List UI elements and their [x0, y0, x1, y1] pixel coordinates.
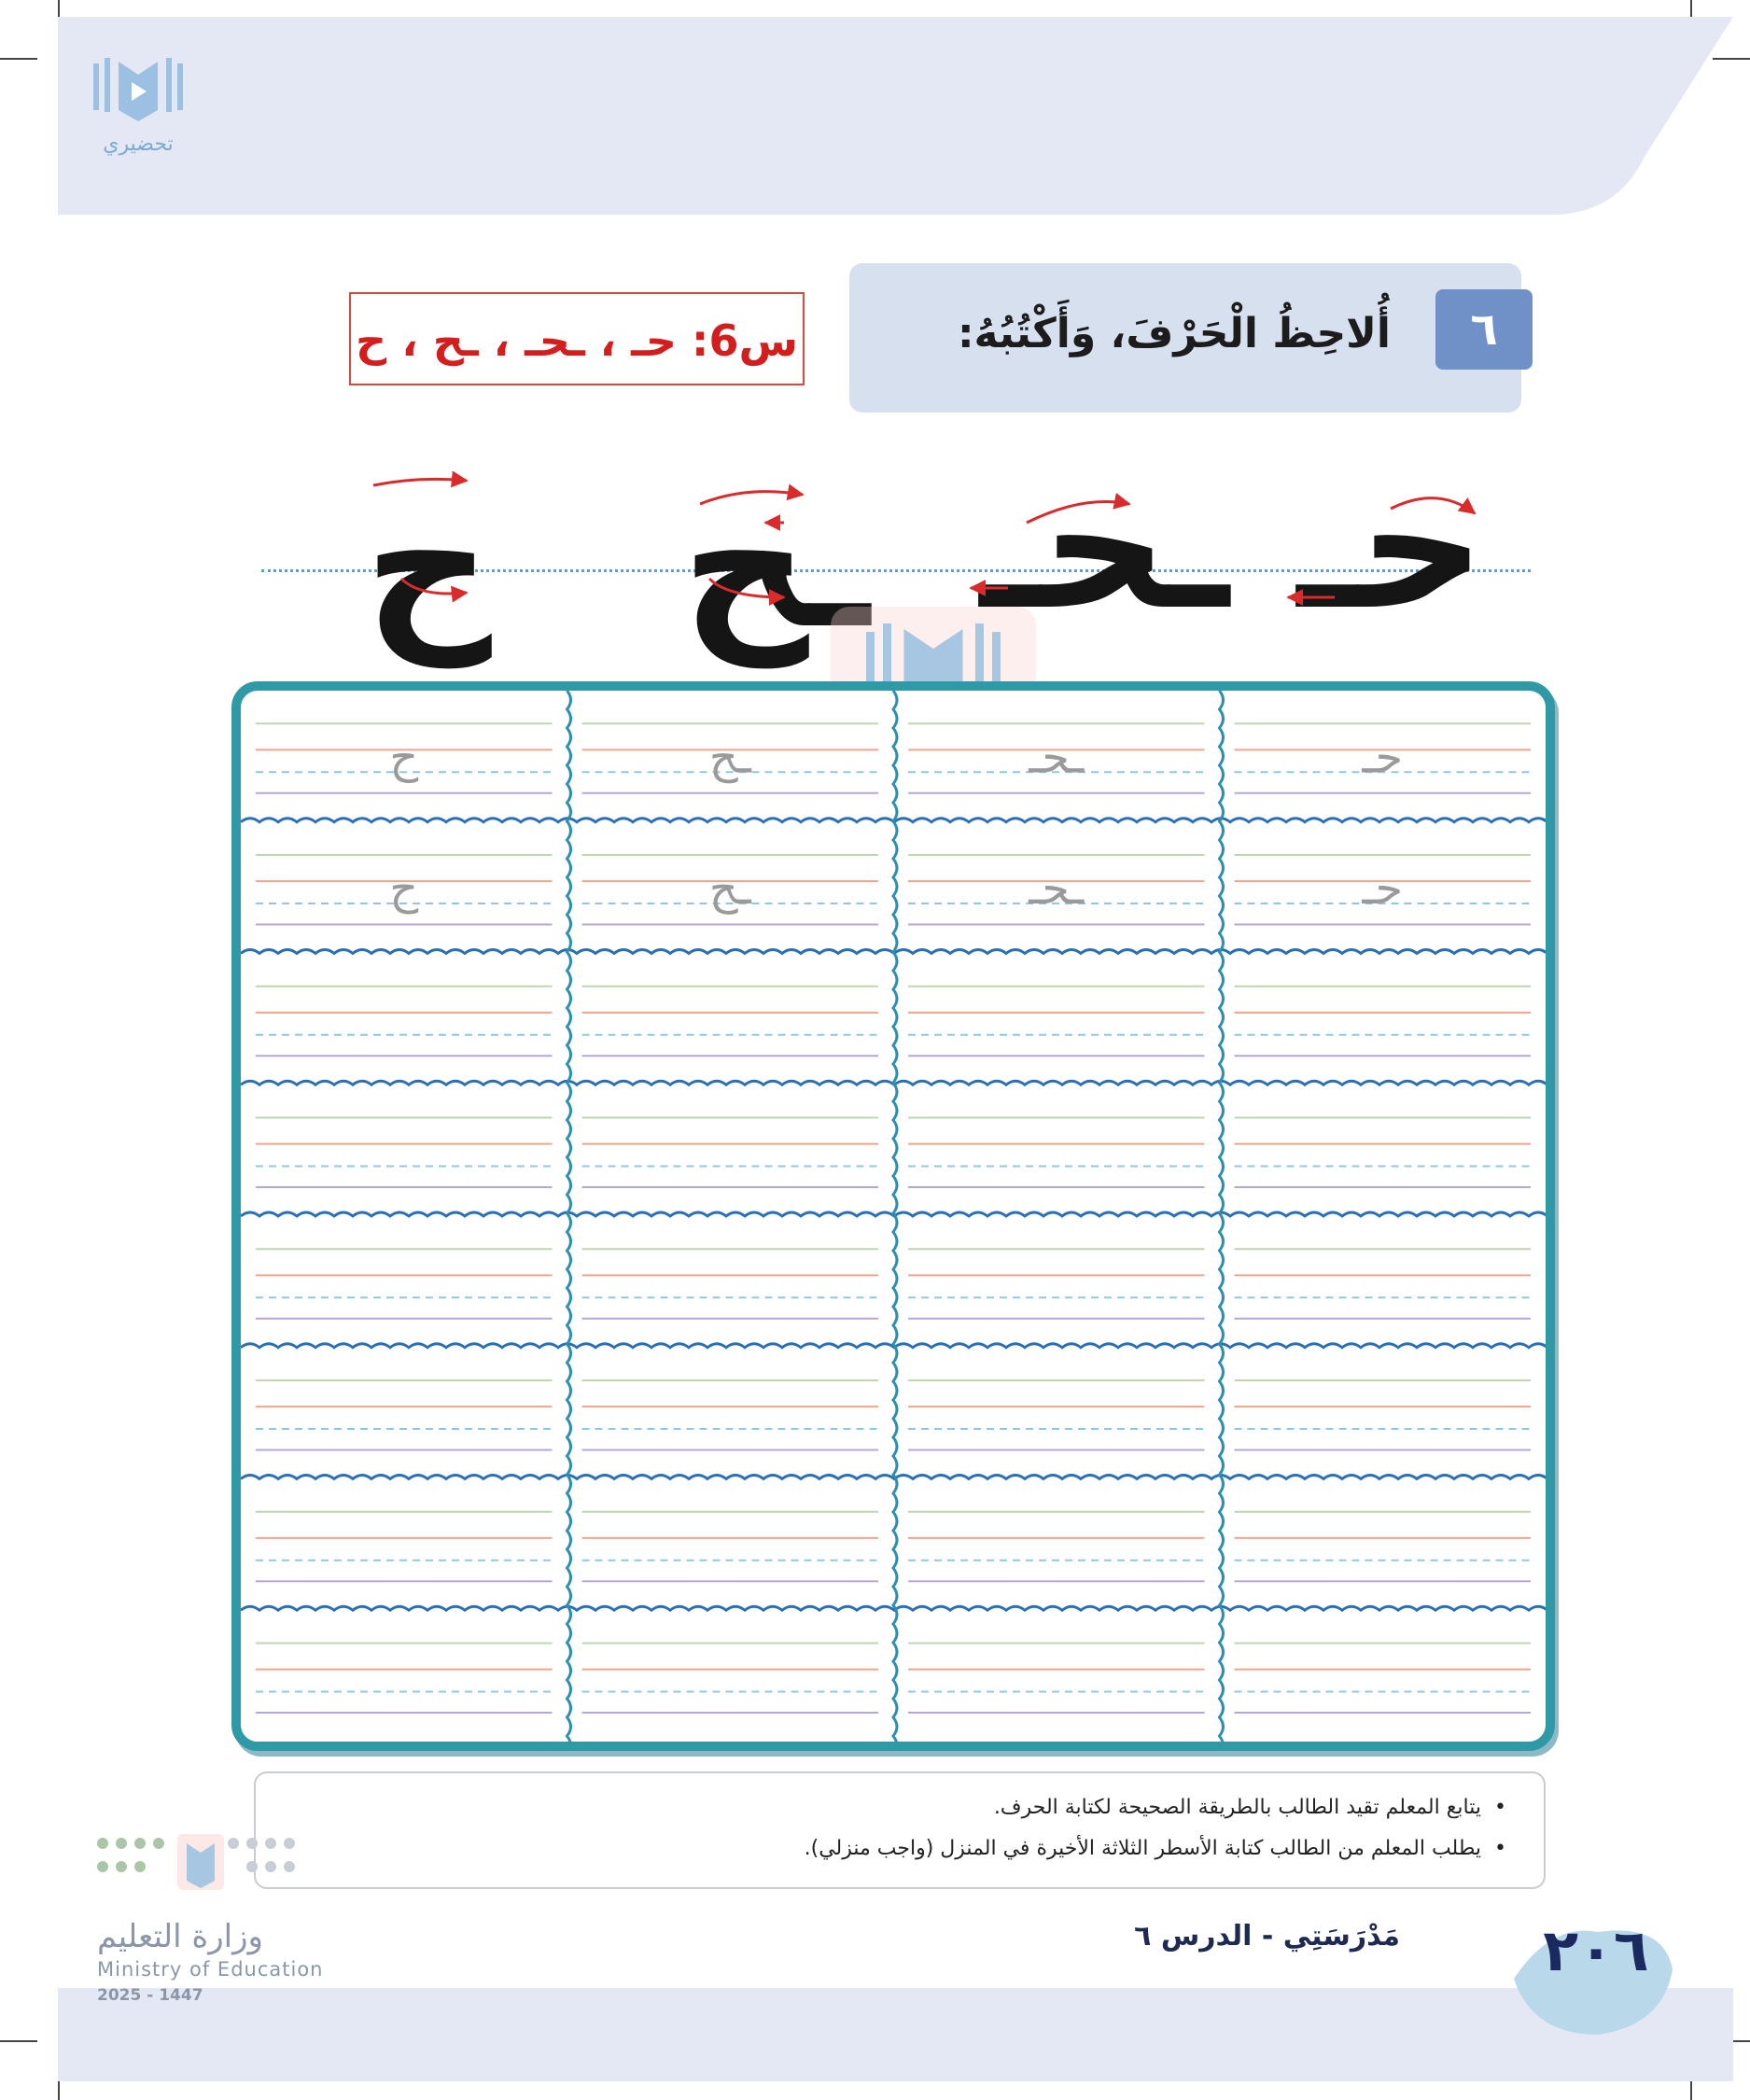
- letter-form-medial: ـحـ: [980, 442, 1229, 649]
- trace-letter: حـ: [1362, 731, 1404, 784]
- question-title: أُلاحِظُ الْحَرْفَ، وَأَكْتُبُهُ:: [957, 310, 1391, 357]
- header-logo: [82, 54, 194, 157]
- trace-letter: ـح: [708, 731, 751, 784]
- ministry-year: 2025 - 1447: [97, 1986, 203, 2005]
- trace-letter: ـحـ: [1029, 731, 1085, 784]
- practice-lines: [241, 691, 1546, 1742]
- header-logo-text: تحضيري: [103, 133, 174, 156]
- practice-grid[interactable]: [231, 681, 1555, 1751]
- answer-box: س6: حـ ، ـحـ ، ـح ، ح: [349, 292, 805, 385]
- header-band: [58, 17, 1733, 215]
- note-item: • يطلب المعلم من الطالب كتابة الأسطر الثلاثة الأخيرة في المنزل (واجب منزلي).: [805, 1837, 1506, 1860]
- letter-form-initial: حـ: [1297, 442, 1486, 649]
- trace-letter: ح: [389, 731, 419, 784]
- trace-letter: ح: [389, 862, 419, 916]
- trace-letter: ـحـ: [1029, 862, 1085, 916]
- crop-mark: [0, 2040, 37, 2042]
- column-separator: [1220, 691, 1224, 1742]
- ministry-name-english: Ministry of Education: [97, 1958, 324, 1981]
- book-logo-icon: [87, 54, 189, 129]
- question-number: ٦: [1435, 289, 1533, 370]
- letter-form-isolated: ح: [364, 461, 492, 667]
- letter-form-final: ـح: [681, 461, 870, 667]
- page-number: ٢٠٦: [1543, 1916, 1649, 1984]
- teacher-notes: [254, 1771, 1546, 1889]
- column-separator: [567, 691, 571, 1742]
- footer-band: [58, 1923, 1733, 2081]
- ministry-name-arabic: وزارة التعليم: [97, 1918, 263, 1955]
- crop-mark: [0, 58, 37, 60]
- note-item: • يتابع المعلم تقيد الطالب بالطريقة الصحيحة لكتابة الحرف.: [994, 1796, 1506, 1819]
- footer-label: مَدْرَسَتِي - الدرس ٦: [1134, 1920, 1400, 1953]
- trace-letter: ـح: [708, 862, 751, 916]
- column-separator: [893, 691, 897, 1742]
- ministry-logo-icon: [93, 1825, 317, 1909]
- trace-letter: حـ: [1362, 862, 1404, 916]
